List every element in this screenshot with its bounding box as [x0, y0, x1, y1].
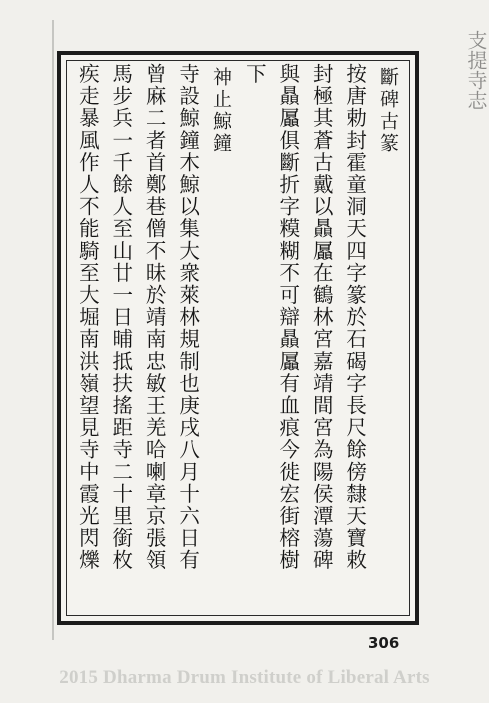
text-frame: [57, 51, 419, 625]
text-column-5: 下: [242, 63, 267, 86]
copyright-watermark: 2015 Dharma Drum Institute of Liberal Arts: [59, 667, 430, 688]
text-column-2: 按唐勅封霍童洞天四字篆於石碣字長尺餘傍隸天寶敕: [342, 63, 367, 572]
text-column-8: 曾麻二者首鄭巷僧不昧於靖南忠敏王羌哈喇章京張領: [142, 63, 167, 572]
text-column-4: 與贔屭俱斷折字糢糊不可辯贔屭有血痕今徙宏街榕樹: [275, 63, 300, 572]
section-title-broken-stele: 斷碑古篆: [377, 67, 399, 155]
text-column-10: 疾走暴風作人不能騎至大堀南洪嶺望見寺中霞光閃爍: [75, 63, 100, 572]
scan-edge-shadow: [52, 20, 54, 640]
text-column-9: 馬步兵一千餘人至山廿一日晡抵扶搖距寺二十里銜枚: [108, 63, 133, 572]
section-title-whale-bell: 神止鯨鐘: [209, 67, 232, 155]
next-page-bleed: 支提寺志: [464, 30, 488, 110]
vertical-text-columns: [71, 63, 405, 615]
text-column-3: 封極其蒼古戴以贔屭在鶴林宮嘉靖間宮為陽侯潭蕩碑: [309, 63, 334, 572]
text-column-7: 寺設鯨鐘木鯨以集大衆萊林規制也庚戌八月十六日有: [175, 63, 200, 572]
page-number: 306: [368, 634, 400, 652]
